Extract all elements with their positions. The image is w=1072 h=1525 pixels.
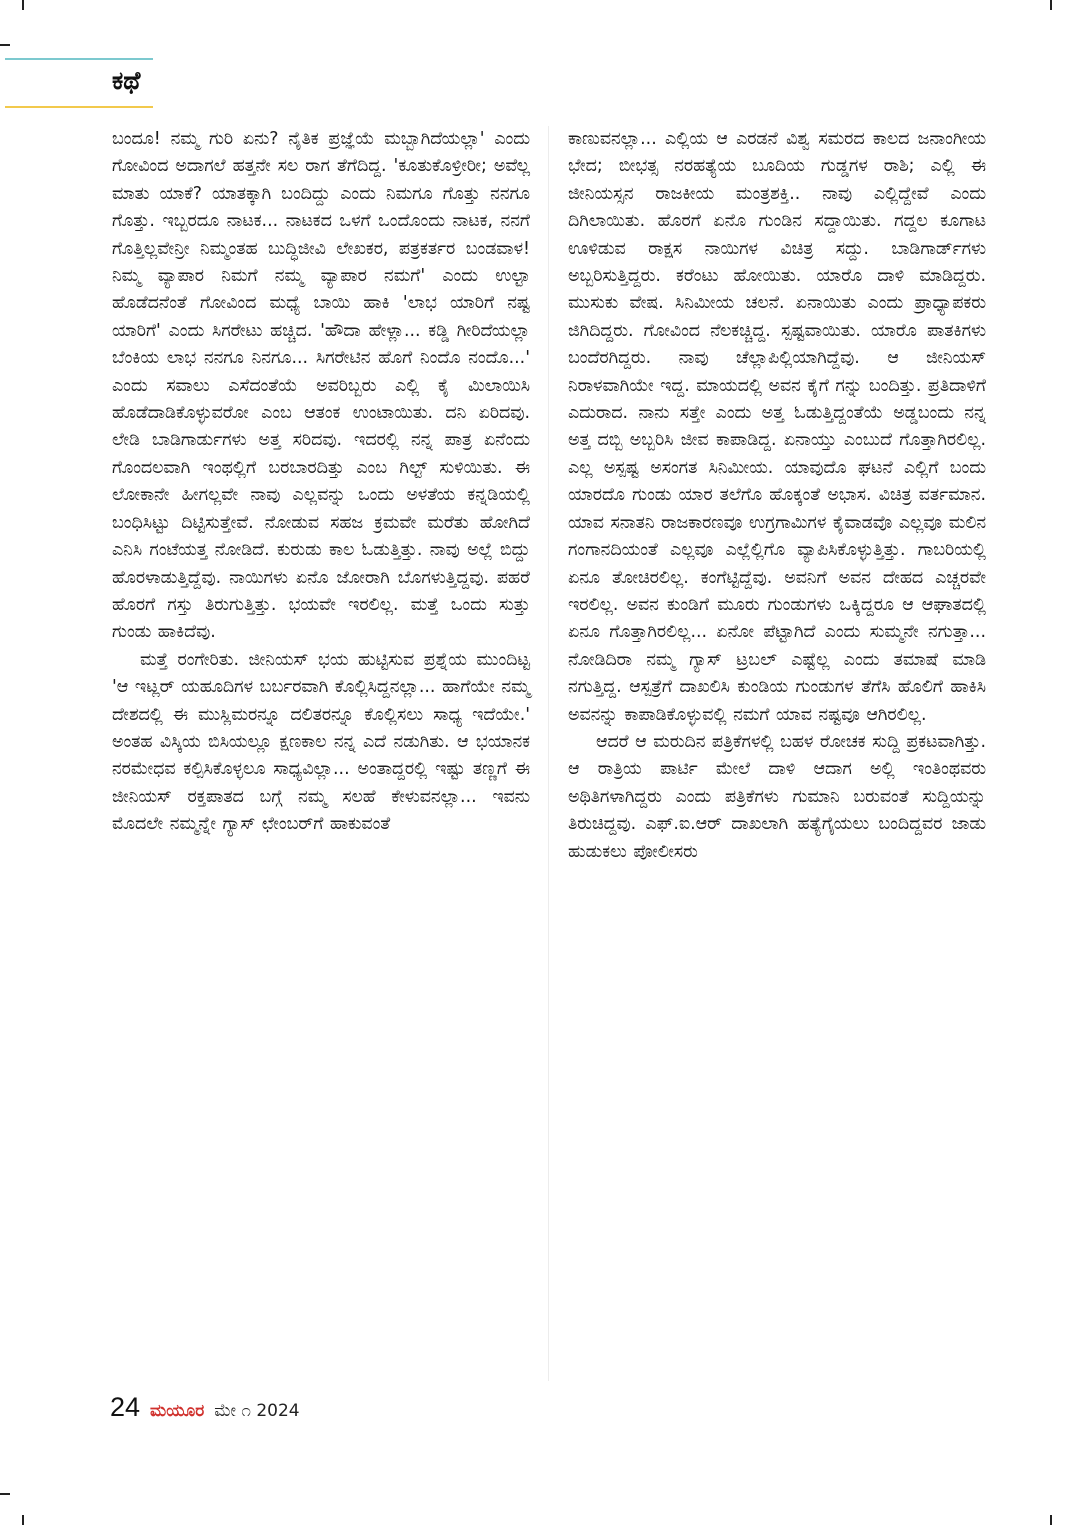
crop-mark bbox=[0, 1493, 10, 1495]
page-number: 24 bbox=[110, 1392, 141, 1422]
article-paragraph: ಕಾಣುವನಲ್ಲಾ... ಎಲ್ಲಿಯ ಆ ಎರಡನೆ ವಿಶ್ವ ಸಮರದ ಕಾಲದ ಜನಾಂಗೀಯ ಭೇದ; ಬೀಭತ್ಸ ನರಹತ್ಯೆಯ ಬೂದಿಯ ಗುಡ್ಡಗಳ ರಾಶಿ; ಎಲ್ಲಿ ಈ ಜೀನಿಯಸ್ಸನ ರಾಜಕೀಯ ಮಂತ್ರಶಕ್ತಿ.. ನಾವು ಎಲ್ಲಿದ್ದೇವೆ ಎಂದು ದಿಗಿಲಾಯಿತು. ಹೊರಗೆ ಏನೊ ಗುಂಡಿನ ಸದ್ದಾಯಿತು. ಗದ್ದಲ ಕೂಗಾಟ ಊಳಿಡುವ ರಾಕ್ಷಸ ನಾಯಿಗಳ ವಿಚಿತ್ರ ಸದ್ದು. ಬಾಡಿಗಾರ್ಡ್‌ಗಳು ಅಬ್ಬರಿಸುತ್ತಿದ್ದರು. ಕರೆಂಟು ಹೋಯಿತು. ಯಾರೊ ದಾಳಿ ಮಾಡಿದ್ದರು. ಮುಸುಕು ವೇಷ. ಸಿನಿಮೀಯ ಚಲನೆ. ಏನಾಯಿತು ಎಂದು ಪ್ರಾಧ್ಯಾಪಕರು ಜಿಗಿದಿದ್ದರು. ಗೋವಿಂದ ನೆಲಕಚ್ಚಿದ್ದ. ಸ್ಪಷ್ಟವಾಯಿತು. ಯಾರೊ ಪಾತಕಿಗಳು ಬಂದೆರಗಿದ್ದರು. ನಾವು ಚೆಲ್ಲಾಪಿಲ್ಲಿಯಾಗಿದ್ದೆವು. ಆ ಜೀನಿಯಸ್ ನಿರಾಳವಾಗಿಯೇ ಇದ್ದ. ಮಾಯದಲ್ಲಿ ಅವನ ಕೈಗೆ ಗನ್ನು ಬಂದಿತ್ತು. ಪ್ರತಿದಾಳಿಗೆ ಎದುರಾದ. ನಾನು ಸತ್ತೇ ಎಂದು ಅತ್ತ ಓಡುತ್ತಿದ್ದಂತೆಯೆ ಅಡ್ಡಬಂದು ನನ್ನ ಅತ್ತ ದಬ್ಬಿ ಅಬ್ಬರಿಸಿ ಜೀವ ಕಾಪಾಡಿದ್ದ. ಏನಾಯ್ತು ಎಂಬುದೆ ಗೊತ್ತಾಗಿರಲಿಲ್ಲ. ಎಲ್ಲ ಅಸ್ಪಷ್ಟ ಅಸಂಗತ ಸಿನಿಮೀಯ. ಯಾವುದೊ ಘಟನೆ ಎಲ್ಲಿಗೆ ಬಂದು ಯಾರದೊ ಗುಂಡು ಯಾರ ತಲೆಗೊ ಹೊಕ್ಕಂತೆ ಅಭಾಸ. ವಿಚಿತ್ರ ವರ್ತಮಾನ. ಯಾವ ಸನಾತನಿ ರಾಜಕಾರಣವೂ ಉಗ್ರಗಾಮಿಗಳ ಕೈವಾಡವೊ ಎಲ್ಲವೂ ಮಲಿನ ಗಂಗಾನದಿಯಂತೆ ಎಲ್ಲವೂ ಎಲ್ಲೆಲ್ಲಿಗೊ ವ್ಯಾಪಿಸಿಕೊಳ್ಳುತ್ತಿತ್ತು. ಗಾಬರಿಯಲ್ಲಿ ಏನೂ ತೋಚಿರಲಿಲ್ಲ. ಕಂಗೆಟ್ಟಿದ್ದೆವು. ಅವನಿಗೆ ಅವನ ದೇಹದ ಎಚ್ಚರವೇ ಇರಲಿಲ್ಲ. ಅವನ ಕುಂಡಿಗೆ ಮೂರು ಗುಂಡುಗಳು ಒಕ್ಕಿದ್ದರೂ ಆ ಆಘಾತದಲ್ಲಿ ಏನೂ ಗೊತ್ತಾಗಿರಲಿಲ್ಲ... ಏನೋ ಪೆಟ್ಟಾಗಿದೆ ಎಂದು ಸುಮ್ಮನೇ ನಗುತ್ತಾ... ನೋಡಿದಿರಾ ನಮ್ಮ ಗ್ಯಾಸ್ ಟ್ರಬಲ್ ಎಷ್ಟೆಲ್ಲ ಎಂದು ತಮಾಷೆ ಮಾಡಿ ನಗುತ್ತಿದ್ದ. ಆಸ್ಪತ್ರೆಗೆ ದಾಖಲಿಸಿ ಕುಂಡಿಯ ಗುಂಡುಗಳ ತೆಗೆಸಿ ಹೊಲಿಗೆ ಹಾಕಿಸಿ ಅವನನ್ನು ಕಾಪಾಡಿಕೊಳ್ಳುವಲ್ಲಿ ನಮಗೆ ಯಾವ ನಷ್ಟವೂ ಆಗಿರಲಿಲ್ಲ. bbox=[568, 129, 986, 725]
teal-rule bbox=[5, 58, 153, 60]
crop-mark bbox=[22, 1515, 24, 1525]
crop-mark bbox=[22, 0, 24, 10]
yellow-rule bbox=[5, 106, 153, 108]
page-footer bbox=[110, 1392, 300, 1423]
article-paragraph: ಆದರೆ ಆ ಮರುದಿನ ಪತ್ರಿಕೆಗಳಲ್ಲಿ ಬಹಳ ರೋಚಕ ಸುದ್ದಿ ಪ್ರಕಟವಾಗಿತ್ತು. ಆ ರಾತ್ರಿಯ ಪಾರ್ಟಿ ಮೇಲೆ ದಾಳಿ ಆದಾಗ ಅಲ್ಲಿ ಇಂತಿಂಥವರು ಅಥಿತಿಗಳಾಗಿದ್ದರು ಎಂದು ಪತ್ರಿಕೆಗಳು ಗುಮಾನಿ ಬರುವಂತೆ ಸುದ್ದಿಯನ್ನು ತಿರುಚಿದ್ದವು. ಎಫ್.ಐ.ಆರ್ ದಾಖಲಾಗಿ ಹತ್ಯೆಗೈಯಲು ಬಂದಿದ್ದವರ ಜಾಡು ಹುಡುಕಲು ಪೋಲೀಸರು bbox=[568, 731, 986, 862]
crop-mark bbox=[1050, 0, 1052, 10]
crop-mark bbox=[0, 44, 10, 46]
article-column-left bbox=[112, 126, 530, 839]
crop-mark bbox=[1050, 1515, 1052, 1525]
issue-date: ಮೇ ೧ 2024 bbox=[214, 1401, 300, 1421]
article-paragraph: ಮತ್ತೆ ರಂಗೇರಿತು. ಜೀನಿಯಸ್ ಭಯ ಹುಟ್ಟಿಸುವ ಪ್ರಶ್ನೆಯ ಮುಂದಿಟ್ಟ 'ಆ ಇಟ್ಲರ್ ಯಹೂದಿಗಳ ಬರ್ಬರವಾಗಿ ಕೊಲ್ಲಿಸಿದ್ದನಲ್ಲಾ... ಹಾಗೆಯೇ ನಮ್ಮ ದೇಶದಲ್ಲಿ ಈ ಮುಸ್ಲಿಮರನ್ನೂ ದಲಿತರನ್ನೂ ಕೊಲ್ಲಿಸಲು ಸಾಧ್ಯ ಇದೆಯೇ.' ಅಂತಹ ವಿಸ್ಕಿಯ ಬಿಸಿಯಲ್ಲೂ ಕ್ಷಣಕಾಲ ನನ್ನ ಎದೆ ನಡುಗಿತು. ಆ ಭಯಾನಕ ನರಮೇಧವ ಕಲ್ಪಿಸಿಕೊಳ್ಳಲೂ ಸಾಧ್ಯವಿಲ್ಲಾ... ಅಂತಾದ್ದರಲ್ಲಿ ಇಷ್ಟು ತಣ್ಣಗೆ ಈ ಜೀನಿಯಸ್ ರಕ್ತಪಾತದ ಬಗ್ಗೆ ನಮ್ಮ ಸಲಹೆ ಕೇಳುವನಲ್ಲಾ... ಇವನು ಮೊದಲೇ ನಮ್ಮನ್ನೇ ಗ್ಯಾಸ್ ಛೇಂಬರ್‌ಗೆ ಹಾಕುವಂತೆ bbox=[112, 649, 530, 835]
article-paragraph: ಬಂದೂ! ನಮ್ಮ ಗುರಿ ಏನು? ನೈತಿಕ ಪ್ರಜ್ಞೆಯೆ ಮಬ್ಬಾಗಿದೆಯಲ್ಲಾ' ಎಂದು ಗೋವಿಂದ ಅದಾಗಲೆ ಹತ್ತನೇ ಸಲ ರಾಗ ತೆಗೆದಿದ್ದ. 'ಕೂತುಕೊಳ್ರೀರೀ; ಅವೆಲ್ಲ ಮಾತು ಯಾಕೆ? ಯಾತಕ್ಕಾಗಿ ಬಂದಿದ್ದು ಎಂದು ನಿಮಗೂ ಗೊತ್ತು ನನಗೂ ಗೊತ್ತು. ಇಬ್ಬರದೂ ನಾಟಕ... ನಾಟಕದ ಒಳಗೆ ಒಂದೊಂದು ನಾಟಕ, ನನಗೆ ಗೊತ್ತಿಲ್ಲವೇನ್ರೀ ನಿಮ್ಮಂತಹ ಬುದ್ಧಿಜೀವಿ ಲೇಖಕರ, ಪತ್ರಕರ್ತರ ಬಂಡವಾಳ! ನಿಮ್ಮ ವ್ಯಾಪಾರ ನಿಮಗೆ ನಮ್ಮ ವ್ಯಾಪಾರ ನಮಗೆ' ಎಂದು ಉಲ್ಟಾ ಹೊಡೆದನೆಂತೆ ಗೋವಿಂದ ಮಧ್ಯೆ ಬಾಯಿ ಹಾಕಿ 'ಲಾಭ ಯಾರಿಗೆ ನಷ್ಟ ಯಾರಿಗೆ' ಎಂದು ಸಿಗರೇಟು ಹಚ್ಚಿದ. 'ಹೌದಾ ಹೇಳ್ಲಾ... ಕಡ್ಡಿ ಗೀರಿದೆಯಲ್ಲಾ ಬೆಂಕಿಯ ಲಾಭ ನನಗೂ ನಿನಗೂ... ಸಿಗರೇಟಿನ ಹೊಗೆ ನಿಂದೊ ನಂದೊ...' ಎಂದು ಸವಾಲು ಎಸೆದಂತೆಯೆ ಅವರಿಬ್ಬರು ಎಲ್ಲಿ ಕೈ ಮಿಲಾಯಿಸಿ ಹೊಡೆದಾಡಿಕೊಳ್ಳುವರೋ ಎಂಬ ಆತಂಕ ಉಂಟಾಯಿತು. ದನಿ ಏರಿದವು. ಲೇಡಿ ಬಾಡಿಗಾರ್ಡುಗಳು ಅತ್ತ ಸರಿದವು. ಇದರಲ್ಲಿ ನನ್ನ ಪಾತ್ರ ಏನೆಂದು ಗೊಂದಲವಾಗಿ ಇಂಥಲ್ಲಿಗೆ ಬರಬಾರದಿತ್ತು ಎಂಬ ಗಿಲ್ಟ್ ಸುಳಿಯಿತು. ಈ ಲೋಕಾನೇ ಹೀಗಲ್ಲವೇ ನಾವು ಎಲ್ಲವನ್ನು ಒಂದು ಅಳತೆಯ ಕನ್ನಡಿಯಲ್ಲಿ ಬಂಧಿಸಿಟ್ಟು ದಿಟ್ಟಿಸುತ್ತೇವೆ. ನೋಡುವ ಸಹಜ ಕ್ರಮವೇ ಮರೆತು ಹೋಗಿದೆ ಎನಿಸಿ ಗಂಟೆಯತ್ತ ನೋಡಿದೆ. ಕುರುಡು ಕಾಲ ಓಡುತ್ತಿತ್ತು. ನಾವು ಅಲ್ಲೆ ಬಿದ್ದು ಹೊರಳಾಡುತ್ತಿದ್ದೆವು. ನಾಯಿಗಳು ಏನೊ ಜೋರಾಗಿ ಬೊಗಳುತ್ತಿದ್ದವು. ಪಹರೆ ಹೊರಗೆ ಗಸ್ತು ತಿರುಗುತ್ತಿತ್ತು. ಭಯವೇ ಇರಲಿಲ್ಲ. ಮತ್ತೆ ಒಂದು ಸುತ್ತು ಗುಂಡು ಹಾಕಿದೆವು. bbox=[112, 129, 530, 643]
magazine-logo: ಮಯೂರ bbox=[150, 1401, 205, 1421]
article-column-right bbox=[568, 126, 986, 866]
section-title: ಕಥೆ bbox=[112, 66, 141, 95]
column-divider bbox=[548, 126, 549, 1381]
